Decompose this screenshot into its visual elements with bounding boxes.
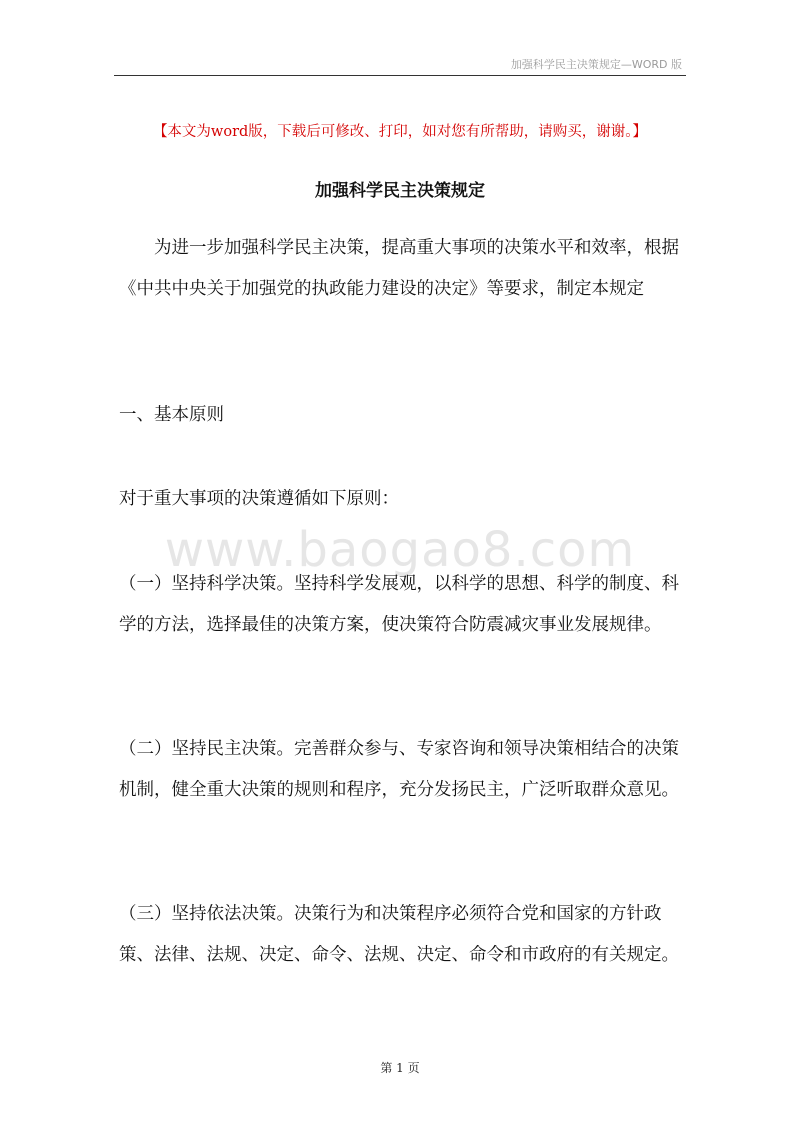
watermark: www.baogao8.com bbox=[164, 522, 636, 578]
download-notice: 【本文为word版，下载后可修改、打印，如对您有所帮助，请购买，谢谢。】 bbox=[152, 124, 648, 140]
principle-paragraph: （三）坚持依法决策。决策行为和决策程序必须符合党和国家的方针政策、法律、法规、决定、命令、法规、决定、命令和市政府的有关规定。 bbox=[119, 904, 679, 965]
principle-paragraph: （一）坚持科学决策。坚持科学发展观，以科学的思想、科学的制度、科学的方法，选择最佳的决策方案，使决策符合防震减灾事业发展规律。 bbox=[119, 574, 679, 635]
lead-in-paragraph: 对于重大事项的决策遵循如下原则： bbox=[119, 489, 399, 509]
principle-paragraph: （二）坚持民主决策。完善群众参与、专家咨询和领导决策相结合的决策机制，健全重大决策的规则和程序，充分发扬民主，广泛听取群众意见。 bbox=[119, 739, 679, 800]
running-header: 加强科学民主决策规定—WORD 版 bbox=[510, 58, 682, 71]
section-heading: 一、基本原则 bbox=[119, 405, 224, 425]
intro-paragraph: 为进一步加强科学民主决策，提高重大事项的决策水平和效率，根据《中共中央关于加强党的执政能力建设的决定》等要求，制定本规定 bbox=[119, 238, 679, 299]
document-title: 加强科学民主决策规定 bbox=[315, 181, 485, 201]
header-divider bbox=[114, 75, 686, 76]
page-number: 第 1 页 bbox=[380, 1061, 420, 1075]
